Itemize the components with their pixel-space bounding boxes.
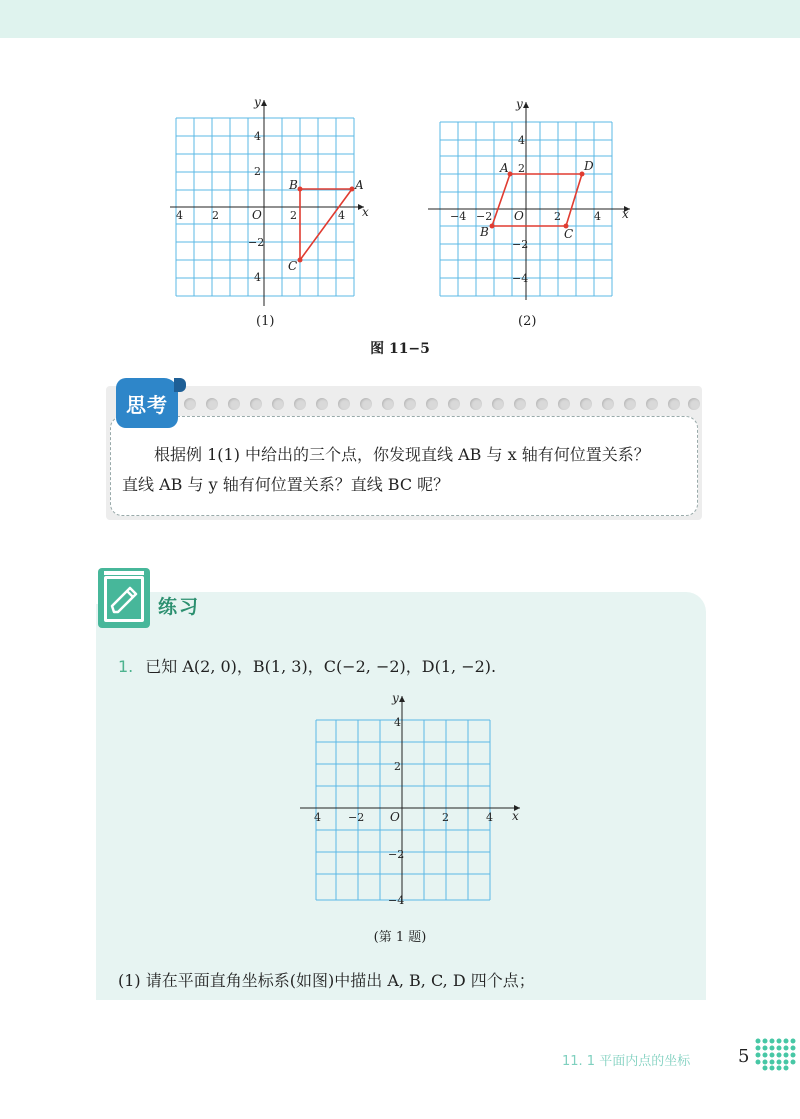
question-number: 1.: [118, 657, 134, 676]
pencil-notebook-icon: [98, 568, 150, 628]
y-tick-label: −2: [512, 238, 529, 251]
x-axis-label: x: [622, 207, 629, 221]
y-axis-label: y: [392, 691, 399, 705]
x-tick-label: 4: [594, 210, 601, 223]
question-1-grid: [296, 690, 532, 912]
x-tick-label: 2: [290, 209, 297, 222]
y-tick-label: −2: [388, 848, 405, 861]
y-tick-label: −4: [388, 894, 405, 907]
decorative-dots: [752, 1035, 798, 1075]
y-tick-label: 2: [254, 165, 261, 178]
question-1-part-1: (1) 请在平面直角坐标系(如图)中描出 A, B, C, D 四个点；: [118, 971, 535, 990]
y-tick-label: 4: [518, 134, 525, 147]
think-line-2: 直线 AB 与 y 轴有何位置关系？直线 BC 呢？: [122, 475, 450, 494]
x-tick-label: 4: [338, 209, 345, 222]
top-color-band: [0, 0, 800, 38]
point-c: [298, 258, 303, 263]
point-a-label: A: [500, 161, 509, 175]
figure-11-5-part-2: [422, 96, 638, 302]
question-1: [118, 654, 496, 677]
point-d-label: D: [584, 159, 594, 173]
y-tick-label: 4: [254, 271, 261, 284]
section-label: 11. 1 平面内点的坐标: [562, 1054, 691, 1069]
y-axis-label: y: [516, 97, 523, 111]
point-b-label: B: [480, 225, 489, 239]
point-c-label: C: [288, 259, 298, 273]
x-axis-label: x: [362, 205, 369, 219]
x-tick-label: 2: [442, 811, 449, 824]
point-b: [298, 187, 303, 192]
point-c-label: C: [564, 227, 574, 241]
parallelogram-abcd: [492, 174, 582, 226]
x-tick-label: −4: [450, 210, 467, 223]
think-line-1: 根据例 1(1) 中给出的三个点，你发现直线 AB 与 x 轴有何位置关系？: [154, 445, 650, 464]
figure-part-1-label: (1): [256, 314, 275, 329]
x-axis-label: x: [512, 809, 519, 823]
question-text: 已知 A(2, 0)，B(1, 3)，C(−2, −2)，D(1, −2).: [145, 657, 497, 676]
x-tick-label: 4: [486, 811, 493, 824]
practice-title: 练习: [158, 596, 201, 618]
figure-11-5-part-1: [168, 96, 378, 310]
x-tick-label: 4: [176, 209, 183, 222]
binding-dots: [184, 398, 694, 412]
y-axis-label: y: [254, 96, 261, 109]
figure-part-2-label: (2): [518, 314, 537, 329]
y-tick-label: −2: [248, 236, 265, 249]
question-1-caption: (第 1 题): [373, 930, 427, 945]
y-tick-label: 4: [394, 716, 401, 729]
x-tick-label: −2: [348, 811, 365, 824]
point-b: [490, 224, 495, 229]
y-tick-label: 2: [518, 162, 525, 175]
point-a: [350, 187, 355, 192]
think-question: [122, 440, 692, 500]
x-tick-label: 2: [554, 210, 561, 223]
point-b-label: B: [289, 178, 298, 192]
y-tick-label: 2: [394, 760, 401, 773]
x-tick-label: 2: [212, 209, 219, 222]
page-number: 5: [738, 1046, 750, 1067]
x-tick-label: 4: [314, 811, 321, 824]
y-tick-label: 4: [254, 130, 261, 143]
think-tab: 思考: [116, 378, 178, 428]
x-tick-label: −2: [476, 210, 493, 223]
origin-label: O: [390, 810, 400, 824]
figure-caption: 图 11−5: [370, 341, 430, 357]
origin-label: O: [252, 208, 262, 222]
origin-label: O: [514, 209, 524, 223]
point-a-label: A: [355, 178, 364, 192]
y-tick-label: −4: [512, 272, 529, 285]
practice-header-band: [140, 592, 706, 632]
